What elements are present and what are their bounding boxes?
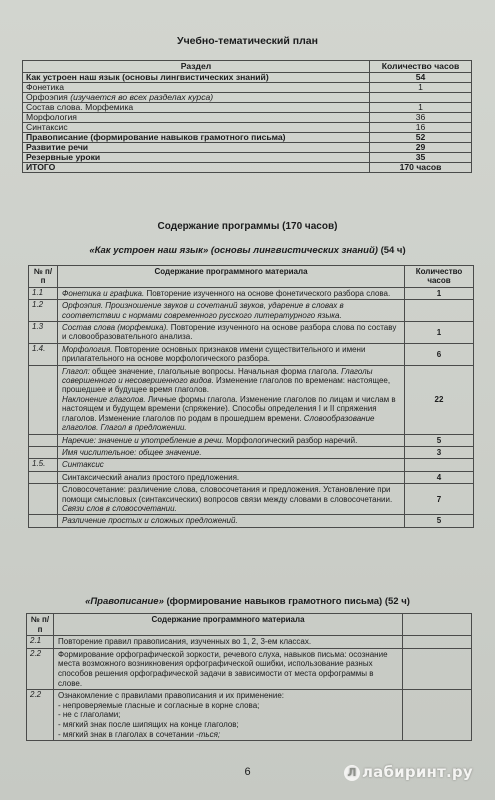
part1-row-hours: 1	[405, 322, 474, 344]
plan-row-label: Резервные уроки	[26, 152, 101, 162]
part1-row-hours	[405, 459, 474, 471]
part1-row-hours: 1	[405, 287, 474, 299]
part1-header-hours: Количество часов	[405, 266, 474, 288]
part1-body	[29, 287, 474, 527]
plan-row-label: Как устроен наш язык (основы лингвистических знаний)	[26, 72, 269, 82]
part1-row	[29, 459, 474, 471]
plan-row	[23, 143, 472, 153]
part1-row-hours: 7	[405, 484, 474, 515]
part2-row	[27, 648, 472, 689]
part1-row	[29, 471, 474, 483]
part1-row-num	[29, 515, 58, 527]
part1-row-num: 1.3	[29, 322, 58, 344]
plan-row-hours: 1	[370, 83, 472, 93]
part2-body	[27, 636, 472, 741]
plan-row-name	[23, 123, 370, 133]
part1-row-content: Различение простых и сложных предложений.	[58, 515, 405, 527]
plan-row-hours: 54	[370, 73, 472, 83]
part2-row-num: 2.1	[27, 636, 54, 649]
plan-row-hours: 170 часов	[370, 163, 472, 173]
plan-row	[23, 73, 472, 83]
part1-row-content: Глагол: общее значение, глагольные вопросы. Начальная форма глагола. Глаголы совершенного и несовершенного видов. Изменение глаголов по временам: настоящее, прошедшее и будущее время глаголов. Наклонение глаголов. Личные формы глагола. Изменение глаголов по лицам и числам в настоящем и будущем времени (спряжение). Способы определения I и II спряжения глаголов. Изменение глаголов по родам в прошедшем времени. Словообразование глаголов. Глагол в предложении.	[58, 365, 405, 434]
part1-row-num	[29, 434, 58, 446]
part1-header-row	[29, 266, 474, 288]
plan-row-hours: 52	[370, 133, 472, 143]
part1-row-hours: 3	[405, 446, 474, 458]
plan-row	[23, 133, 472, 143]
plan-row-name	[23, 153, 370, 163]
part2-program-table	[26, 613, 472, 741]
plan-header-section: Раздел	[23, 61, 370, 73]
part1-row-content: Состав слова (морфемика). Повторение изученного на основе разбора слова по составу и словообразовательного анализа.	[58, 322, 405, 344]
plan-row-hours: 29	[370, 143, 472, 153]
part2-row-hours	[403, 648, 472, 689]
plan-row-hours: 35	[370, 153, 472, 163]
part2-row-num: 2.2	[27, 648, 54, 689]
part1-row	[29, 322, 474, 344]
plan-row-label: ИТОГО	[26, 162, 56, 172]
program-title: Содержание программы (170 часов)	[157, 221, 338, 232]
plan-row-label: Развитие речи	[26, 142, 89, 152]
part1-row	[29, 446, 474, 458]
plan-title: Учебно-тематический план	[177, 35, 318, 47]
watermark-text: лабиринт.ру	[362, 763, 473, 781]
part2-title-italic: «Правописание»	[85, 596, 164, 607]
plan-row-name	[23, 103, 370, 113]
part1-row-num: 1.4.	[29, 343, 58, 365]
plan-row-hours: 1	[370, 103, 472, 113]
part1-row-content: Словосочетание: различение слова, словосочетания и предложения. Установление при помощи смысловых (синтаксических) вопросов связи между словами в словосочетании. Связи слов в словосочетании.	[58, 484, 405, 515]
part1-row-hours	[405, 300, 474, 322]
part1-row-num	[29, 365, 58, 434]
plan-row	[23, 113, 472, 123]
plan-row	[23, 93, 472, 103]
part1-row-content: Наречие: значение и употребление в речи. Морфологический разбор наречий.	[58, 434, 405, 446]
plan-row-name	[23, 133, 370, 143]
part1-program-table	[28, 265, 474, 528]
part1-row-num: 1.5.	[29, 459, 58, 471]
page-number: 6	[244, 766, 251, 778]
plan-row-name	[23, 93, 370, 103]
part1-row-num	[29, 471, 58, 483]
part2-title	[0, 596, 495, 607]
plan-row-name	[23, 113, 370, 123]
part1-row-hours: 4	[405, 471, 474, 483]
plan-header-hours: Количество часов	[370, 61, 472, 73]
plan-row-label: Синтаксис	[26, 122, 68, 132]
plan-row	[23, 83, 472, 93]
part1-row-content: Имя числительное: общее значение.	[58, 446, 405, 458]
plan-header-row	[23, 61, 472, 73]
part1-row	[29, 343, 474, 365]
part1-header-num: № п/п	[29, 266, 58, 288]
part2-row	[27, 690, 472, 741]
plan-row-hours: 36	[370, 113, 472, 123]
part1-row-content: Синтаксический анализ простого предложения.	[58, 471, 405, 483]
part1-row-hours: 5	[405, 515, 474, 527]
plan-row-label: Орфоэпия	[26, 92, 68, 102]
part2-header-num: № п/п	[27, 614, 54, 636]
plan-row-name	[23, 163, 370, 173]
part2-header-content: Содержание программного материала	[54, 614, 403, 636]
part2-row-hours	[403, 690, 472, 741]
part1-row-hours: 6	[405, 343, 474, 365]
part2-header-hours	[403, 614, 472, 636]
part2-title-rest: (формирование навыков грамотного письма) (52 ч)	[166, 596, 410, 607]
labyrinth-logo-icon: Л	[344, 765, 360, 781]
plan-row-label: Фонетика	[26, 82, 65, 92]
plan-row	[23, 123, 472, 133]
part1-row-num	[29, 484, 58, 515]
part2-row	[27, 636, 472, 649]
part1-title-hours: (54 ч)	[380, 245, 406, 256]
part2-row-content: Ознакомление с правилами правописания и их применение: - непроверяемые гласные и согласные в корне слова; - не с глаголами; - мягкий знак после шипящих на конце глаголов; - мягкий знак в глаголах в сочетании -ться;	[54, 690, 403, 741]
part1-row-content: Морфология. Повторение основных признаков имени существительного и имени прилагательного на основе морфологического разбора.	[58, 343, 405, 365]
part2-row-num: 2.2	[27, 690, 54, 741]
plan-row	[23, 163, 472, 173]
part2-row-content: Повторение правил правописания, изученных во 1, 2, 3-ем классах.	[54, 636, 403, 649]
part1-row-content: Фонетика и графика. Повторение изученного на основе фонетического разбора слова.	[58, 287, 405, 299]
plan-row-label: Морфология	[26, 112, 77, 122]
plan-row-hours	[370, 93, 472, 103]
plan-row	[23, 153, 472, 163]
part1-row-content: Синтаксис	[58, 459, 405, 471]
part2-row-hours	[403, 636, 472, 649]
part1-row-hours: 5	[405, 434, 474, 446]
plan-row-name	[23, 83, 370, 93]
part1-row-num: 1.2	[29, 300, 58, 322]
part1-row	[29, 515, 474, 527]
plan-row-name	[23, 143, 370, 153]
part2-row-content: Формирование орфографической зоркости, речевого слуха, навыков письма: осознание места возможного возникновения орфографической ошибки, использование разных способов решения орфографической задачи в зависимости от места орфограммы в слове.	[54, 648, 403, 689]
part1-title	[0, 245, 495, 256]
plan-row-hours: 16	[370, 123, 472, 133]
plan-row-name	[23, 73, 370, 83]
part2-header-row	[27, 614, 472, 636]
part1-row-content: Орфоэпия. Произношение звуков и сочетаний звуков, ударение в словах в соответствии с нормами современного русского литературного языка.	[58, 300, 405, 322]
plan-row-label: Состав слова. Морфемика	[26, 102, 134, 112]
part1-row	[29, 434, 474, 446]
plan-body	[23, 73, 472, 173]
plan-row	[23, 103, 472, 113]
part1-row	[29, 300, 474, 322]
part1-row-hours: 22	[405, 365, 474, 434]
part1-row-num: 1.1	[29, 287, 58, 299]
watermark-logo	[344, 763, 473, 781]
part1-row	[29, 484, 474, 515]
part1-row-num	[29, 446, 58, 458]
part1-title-italic: «Как устроен наш язык» (основы лингвистических знаний)	[89, 245, 378, 256]
part1-header-content: Содержание программного материала	[58, 266, 405, 288]
part1-row	[29, 365, 474, 434]
plan-row-label: Правописание (формирование навыков грамотного письма)	[26, 132, 286, 142]
plan-row-note: (изучается во всех разделах курса)	[70, 92, 214, 102]
part1-row	[29, 287, 474, 299]
curriculum-plan-table	[22, 60, 472, 173]
